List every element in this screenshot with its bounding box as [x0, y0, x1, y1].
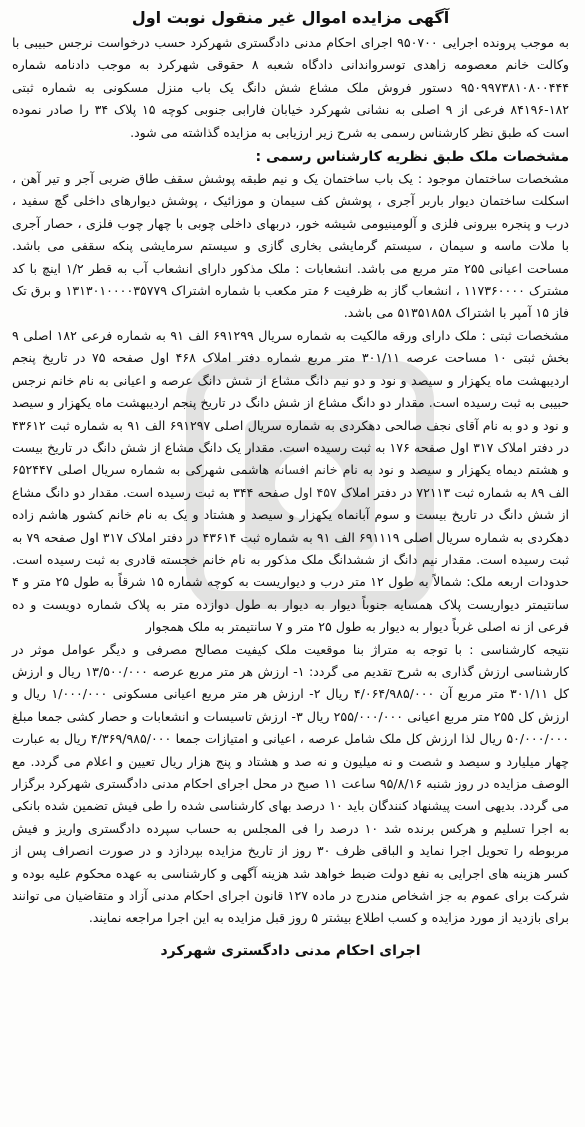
- intro-paragraph: به موجب پرونده اجرایی ۹۵۰۷۰۰ اجرای احکام مدنی دادگستری شهرکرد حسب درخواست نرجس حبیبی با وکالت خانم معصومه زاهدی توسرواندانی دادگاه شعبه ۸ حقوقی شهرکرد به موجب دادنامه شماره ۹۵۰۹۹۷۳۸۱۰۸۰۰۴۴۴ دستور فروش ملک مشاع شش دانگ یک باب منزل مسکونی به شماره ثبتی ۱۸۲-۸۴۱۹۶ فرعی از ۹ اصلی به نشانی شهرکرد خیابان فارابی جنوبی کوچه ۱۵ پلاک ۳۴ را صادر نموده است که طبق نظر کارشناس رسمی به شرح زیر ارزیابی به مزایده گذاشته می شود.: [12, 35, 569, 140]
- registry-specs-paragraph: مشخصات ثبتی : ملک دارای ورقه مالکیت به شماره سریال ۶۹۱۲۹۹ الف ۹۱ به شماره فرعی ۱۸۲ اصلی ۹ بخش ثبتی ۱۰ مساحت عرصه ۳۰۱/۱۱ متر مربع شماره دفتر املاک ۴۶۸ اول صفحه ۷۵ در تاریخ پنجم اردیبهشت ماه یکهزار و سیصد و نود و دو نیم دانگ مشاع از شش دانگ عرصه و اعیانی به نام خانم نرجس حبیبی به ثبت رسیده است. مقدار دو دانگ مشاع از شش دانگ در تاریخ پنجم اردیبهشت ماه یکهزار و سیصد و نود و دو به نام آقای نجف صالحی دهکردی به شماره سریال اصلی ۶۹۱۲۹۷ الف ۹۱ به شماره ثبت ۴۳۶۱۲ در دفتر املاک ۳۱۷ اول صفحه ۱۷۶ به ثبت رسیده است. مقدار یک دانگ مشاع از شش دانگ در تاریخ بیست و هشتم دیماه یکهزار و سیصد و نود به نام خانم افسانه هاشمی شهرکی به شماره سریال اصلی ۶۵۲۴۴۷ الف ۸۹ به شماره ثبت ۷۲۱۱۳ در دفتر املاک ۴۵۷ اول صفحه ۳۴۴ به ثبت رسیده است. مقدار دو دانگ مشاع از شش دانگ در تاریخ بیست و سوم آبانماه یکهزار و سیصد و هشتاد و یک به نام خانم کشور هاشم زاده دهکردی به شماره سریال اصلی ۶۹۱۱۱۹ الف ۹۱ به شماره ثبت ۴۳۶۱۴ در دفتر املاک ۳۱۷ اول صفحه ۷۹ به ثبت رسیده است. مقدار نیم دانگ از ششدانگ ملک مذکور به نام خانم خجسته قادری به ثبت رسیده است. حدودات اربعه ملک: شمالاً به طول ۱۲ متر درب و دیواریست به کوچه شماره ۱۵ شرقاً به طول ۲۵ متر و ۴ سانتیمتر دیواریست پلاک همسایه جنوباً دیوار به دیوار به طول دوازده متر به پلاک شماره دویست و ده فرعی از نه اصلی غرباً دیوار به دیوار به طول ۲۵ متر و ۷ سانتیمتر به ملک همجوار: [12, 327, 570, 635]
- notice-title: آگهی مزایده اموال غیر منقول نوبت اول: [131, 8, 450, 27]
- building-specs-paragraph: مشخصات ساختمان موجود : یک باب ساختمان یک و نیم طبقه پوشش سقف طاق ضربی آجر و تیر آهن ، اسکلت ساختمان دیوار باربر آجری ، پوشش کف سیمان و موزائیک ، پوشش دیوارهای داخلی گچ سفید ، درب و پنجره بیرونی فلزی و آلومینیومی شیشه خور، دربهای داخلی چوبی با چهار چوب فلزی ، حصار آجری با ملات ماسه و سیمان ، سیستم گرمایشی بخاری گازی و سیستم سرمایشی پنکه سقفی می باشد. مساحت اعیانی ۲۵۵ متر مربع می باشد. انشعابات : ملک مذکور دارای انشعاب آب به قطر ۱/۲ اینچ با کد مشترک ۱۱۷۳۶۰۰۰۰ ، انشعاب گاز به ظرفیت ۶ متر مکعب با شماره اشتراک ۱۳۱۳۰۱۰۰۰۰۳۵۷۷۹ و برق تک فاز ۱۵ آمپر با اشتراک ۵۱۳۵۱۸۵۸ می باشد.: [12, 171, 570, 321]
- section-heading: مشخصات ملک طبق نظریه کارشناس رسمی :: [255, 149, 569, 166]
- conclusion-paragraph: نتیجه کارشناسی : با توجه به متراژ بنا موقعیت ملک کیفیت مصالح مصرفی و دیگر عوامل موثر در کارشناسی ارزش گذاری به شرح تقدیم می گردد: ۱- ارزش هر متر مربع عرصه ۱۳/۵۰۰/۰۰۰ ریال و ارزش کل ۳۰۱/۱۱ متر مربع آن ۴/۰۶۴/۹۸۵/۰۰۰ ریال ۲- ارزش هر متر مربع اعیانی مسکونی ۱/۰۰۰/۰۰۰ ریال و ارزش کل ۲۵۵ متر مربع اعیانی ۲۵۵/۰۰۰/۰۰۰ ریال ۳- ارزش تاسیسات و انشعابات و حصار کشی جمعا مبلغ ۵۰/۰۰۰/۰۰۰ ریال لذا ارزش کل ملک شامل عرصه ، اعیانی و امتیازات جمعا ۴/۳۶۹/۹۸۵/۰۰۰ ریال به عبارت چهار میلیارد و سیصد و شصت و نه میلیون و نه صد و هشتاد و پنج هزار ریال تعیین و اعلام می گردد. مع الوصف مزایده در روز شنبه ۹۵/۸/۱۶ ساعت ۱۱ صبح در محل اجرای احکام مدنی دادگستری شهرکرد برگزار می گردد. بدیهی است پیشنهاد کنندگان باید ۱۰ درصد بهای کارشناسی شده را طی فیش تضمین شده بانکی به اجرا تسلیم و هرکس برنده شد ۱۰ درصد را فی المجلس به حساب سپرده دادگستری واریز و فیش مربوطه را تحویل اجرا نماید و الباقی ظرف ۳۰ روز از تاریخ مزایده بپردازد و در صورت انصراف پس از کسر هزینه های اجرایی به نفع دولت ضبط خواهد شد هزینه آگهی و کارشناسی به عهده محکوم علیه بوده و شرکت برای عموم به جز اشخاص مندرج در ماده ۱۲۷ قانون اجرای احکام مدنی آزاد و متقاضیان می توانند برای بازدید از مورد مزایده و کسب اطلاع بیشتر ۵ روز قبل مزایده به این اجرا مراجعه نمایند.: [12, 641, 570, 926]
- signature: اجرای احکام مدنی دادگستری شهرکرد: [160, 942, 421, 959]
